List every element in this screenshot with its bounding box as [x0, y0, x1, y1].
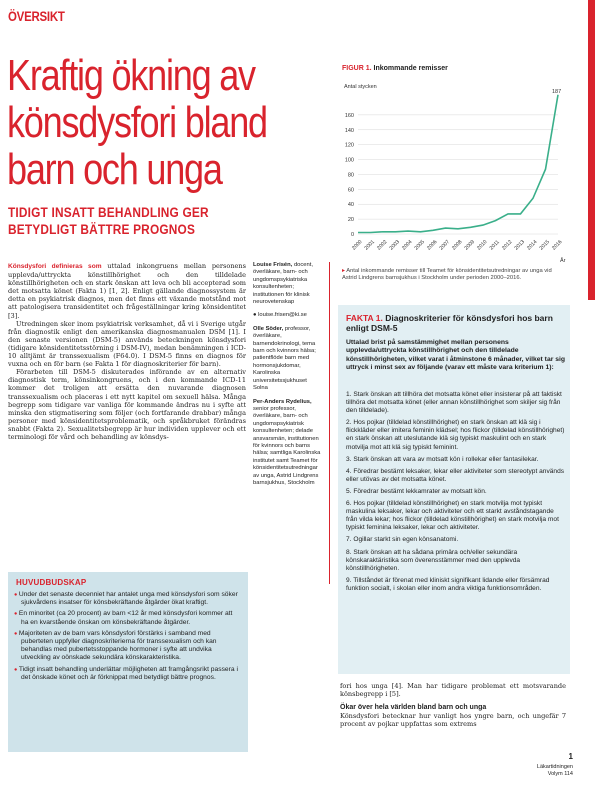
figure-title	[342, 65, 448, 72]
x-tick-label: 2009	[463, 239, 476, 252]
list-item: 5. Föredrar bestämt lekkamrater av motsatt kön.	[346, 487, 487, 495]
y-tick-label: 80	[347, 172, 354, 179]
key-messages-list	[14, 591, 240, 685]
grid-lines	[358, 115, 558, 234]
x-tick-label: 2003	[388, 239, 401, 252]
journal-name: Läkartidningen	[536, 764, 573, 770]
body-paragraph: Könsdysfori betecknar hur vanligt hos yngre barn, och ungefär 7 procent av pojkar uppfattas som extrems	[340, 712, 566, 729]
figure-label: FIGUR 1.	[342, 65, 372, 72]
body-paragraph	[8, 262, 246, 320]
x-tick-labels	[351, 239, 563, 251]
key-messages-box	[8, 572, 248, 752]
y-tick-label: 120	[344, 142, 354, 149]
author-desc: docent, överläkare, barn- och ungdomspsykiatriska konsultenheten; institutionen för klinisk neurovetenskap	[253, 262, 313, 306]
title-line: könsdysfori bland	[7, 98, 267, 147]
author-desc: senior professor, överläkare, barn- och ungdomspsykiatrisk konsultenheten; delade ansvarsmän, institutionen för kvinnors och barns hälsa; samtliga Karolinska institutet samt Teamet för könsidentitetsutredningar av unga, Astrid Lindgrens barnsjukhus, Stockholm	[253, 405, 321, 486]
article-title	[7, 52, 269, 193]
author-entry	[253, 262, 323, 306]
subtitle-line: TIDIGT INSATT BEHANDLING GER	[8, 205, 209, 220]
x-tick-label: 2014	[526, 239, 539, 252]
list-item: ● Tidigt insatt behandling underlättar möjligheten att framgångsrikt passera i det önskade könet och är förknippat med betydligt bättre prognos.	[14, 666, 240, 682]
x-tick-label: 2004	[401, 239, 414, 252]
fact-box	[338, 305, 570, 674]
x-tick-label: 2011	[488, 239, 501, 252]
body-text: uttalad inkongruens mellan personens upplevda/uttryckta könstillhörighet och den tilldelade könstillhörigheten och en stark önskan att leva och bli accepterad som det motsatta könet (Fakta 1) [1, 2]. Enligt gällande diagnossystem är detta en psykiatrisk diagnos, men det finns ett växande motstånd mot att patologisera transidentitet och frågeställningar kring könsidentitet [3].	[8, 262, 246, 320]
fact-intro: Uttalad brist på samstämmighet mellan personens upplevda/uttryckta könstillhörighet och den tilldelade könstillhörigheten, vilket varat i åtminstone 6 månader, vilket tar sig uttryck i minst sex av följande (varav ett måste vara kriterium 1):	[346, 339, 566, 372]
list-item: ● Under det senaste decenniet har antalet unga med könsdysfori som söker sjukvårdens insatser för könsbekräftande åtgärder ökat kraftigt.	[14, 591, 240, 607]
article-subtitle	[8, 204, 307, 238]
y-tick-label: 100	[344, 157, 354, 164]
figure-name: Inkommande remisser	[373, 65, 448, 72]
referrals-line-chart	[336, 76, 572, 266]
key-messages-title: HUVUDBUDSKAP	[16, 578, 87, 587]
caption-marker-icon: ▸	[342, 268, 345, 274]
x-tick-label: 2013	[513, 239, 526, 252]
page-number: 1	[568, 752, 573, 761]
y-tick-label: 40	[347, 202, 354, 209]
body-paragraph: fori hos unga [4]. Man har tidigare problemat ett motsvarande könsbegrepp i [5].	[340, 682, 566, 699]
list-item: ● En minoritet (ca 20 procent) av barn <12 år med könsdysfori kommer att ha en kvarstående önskan om könsbekräftande åtgärder.	[14, 610, 240, 626]
title-line: barn och unga	[7, 145, 222, 194]
x-axis-label: År	[560, 258, 566, 264]
fact-title	[346, 313, 566, 333]
caption-text: Antal inkommande remisser till Teamet för könsidentitetsutredningar av unga vid Astrid Lindgrens barnsjukhus i Stockholm under perioden 2000–2016.	[342, 268, 552, 282]
x-tick-label: 2006	[426, 239, 439, 252]
x-tick-label: 2015	[538, 239, 551, 252]
journal-info	[537, 764, 573, 777]
author-desc: professor, överläkare, barnendokrinologi, tema barn och kvinnors hälsa; patientflöde barn med hormonsjukdomar, Karolinska universitetssjukhuset Solna	[253, 325, 316, 392]
list-item: 6. Hos pojkar (tilldelad könstillhörighet) en stark motvilja mot typiskt maskulina leksaker, lekar och aktiviteter och ett starkt avståndstagande från vilda lekar; hos flickor (tilldelad könstillhörighet) en stark motvilja mot typiskt feminina leksaker, lekar och aktiviteter.	[346, 500, 559, 532]
column-divider	[329, 262, 330, 584]
journal-volume: Volym 114	[547, 770, 573, 777]
y-tick-label: 160	[344, 112, 354, 119]
list-item: 2. Hos pojkar (tilldelad könstillhörighet) en stark önskan att klä sig i flickkläder eller imitera feminin klädsel; hos flickor (tilldelad könstillhörighet) en stark önskan att uteslutande klä sig typiskt maskulint och en stark motvilja mot att klä sig typiskt feminint.	[346, 419, 565, 451]
lead-in: Könsdysfori definieras som	[8, 263, 102, 270]
section-heading: Ökar över hela världen bland barn och unga	[340, 704, 487, 712]
author-email	[253, 312, 323, 319]
author-desc[interactable]: ● louise.frisen@ki.se	[253, 312, 307, 319]
y-tick-label: 20	[347, 217, 354, 224]
list-item: 7. Ogillar starkt sin egen könsanatomi.	[346, 536, 459, 544]
author-name: Olle Söder,	[253, 325, 284, 332]
body-paragraph: Utredningen sker inom psykiatrisk verksamhet, då vi i Sverige utgår från diagnostik enligt den amerikanska diagnosmanualen DSM [1]. I den senaste versionen (DSM-5) används beteckningen könsdysfori (tidigare könsidentitetsstörning i DSM-IV), medan benämningen i ICD-10 alltjämt är transsexualism (F64.0). I DSM-5 finns en diagnos för vuxna och en för barn (se Fakta 1 för diagnoskriterier för barn).	[8, 319, 246, 369]
y-axis-label: Antal stycken	[344, 84, 377, 90]
list-item: ● Majoriteten av de barn vars könsdysfori förstärks i samband med puberteten uppfyller diagnoskriterierna för transsexualism och kan behandlas med pubertetsstoppande hormoner i syfte att undvika utveckling av oönskade sekundära könskarakteristika.	[14, 630, 240, 663]
fact-label: FAKTA 1.	[346, 313, 383, 323]
accent-bar	[588, 0, 595, 300]
x-tick-label: 2016	[551, 239, 564, 252]
x-tick-label: 2000	[351, 239, 364, 252]
x-tick-label: 2008	[451, 239, 464, 252]
x-tick-label: 2012	[501, 239, 514, 252]
body-paragraph: Förarbeten till DSM-5 diskuterades införande av en alternativ diagnostisk term, könsinkongruens, och i den kommande ICD-11 kommer det troligen att ersätta den nuvarande diagnosen transsexualism och placeras i ett nytt kapitel om sexuell hälsa. Många begrepp som tidigare var vanliga för kommande ändras nu i syfte att minska den stigmatisering som följer (och fortfarande drabbar) många personer med könsidentitetsproblematik, och språkbruket förändras snabbt (Fakta 2). Sexualitetsbegrepp är hur individen upplever och ett terminologi för vård och behandling av könsdys-	[8, 368, 246, 441]
subtitle-line: BETYDLIGT BÄTTRE PROGNOS	[8, 222, 196, 237]
y-tick-label: 60	[347, 187, 354, 194]
author-column	[253, 262, 323, 493]
author-name: Per-Anders Rydelius,	[253, 398, 312, 405]
list-item: 1. Stark önskan att tillhöra det motsatta könet eller insisterar på att faktiskt tillhöra det motsatta könet (eller annan könstillhörighet som skiljer sig från den tilldelade).	[346, 391, 562, 415]
figure-caption	[342, 268, 564, 283]
section-label: ÖVERSIKT	[8, 9, 65, 24]
y-tick-label: 0	[350, 232, 354, 238]
x-tick-label: 2001	[363, 239, 376, 252]
series-line	[358, 95, 558, 233]
x-tick-label: 2007	[438, 239, 451, 252]
continued-text	[340, 682, 566, 728]
list-item: 3. Stark önskan att vara av motsatt kön i rollekar eller fantasilekar.	[346, 455, 539, 463]
article-body	[8, 262, 246, 441]
list-item: 9. Tillståndet är förenat med kliniskt signifikant lidande eller försämrad funktion socialt, i skolan eller inom andra viktiga funktionsområden.	[346, 576, 550, 592]
list-item: 4. Föredrar bestämt leksaker, lekar eller aktiviteter som stereotypt används eller utövas av det motsatta könet.	[346, 467, 565, 483]
author-name: Louise Frisén,	[253, 262, 293, 268]
x-tick-label: 2010	[476, 239, 489, 252]
criteria-list	[346, 391, 566, 597]
author-entry	[253, 399, 323, 488]
title-line: Kraftig ökning av	[7, 51, 255, 100]
list-item: 8. Stark önskan att ha sådana primära och/eller sekundära könskaraktäristika som överensstämmer med den upplevda könstillhörigheten.	[346, 548, 521, 572]
x-tick-label: 2002	[376, 239, 389, 252]
y-tick-labels	[345, 113, 354, 238]
fact-heading: Diagnoskriterier för könsdysfori hos barn enligt DSM-5	[346, 313, 553, 333]
author-entry	[253, 326, 323, 393]
end-value-label: 187	[552, 88, 562, 95]
x-tick-label: 2005	[413, 239, 426, 252]
y-tick-label: 140	[344, 127, 354, 134]
